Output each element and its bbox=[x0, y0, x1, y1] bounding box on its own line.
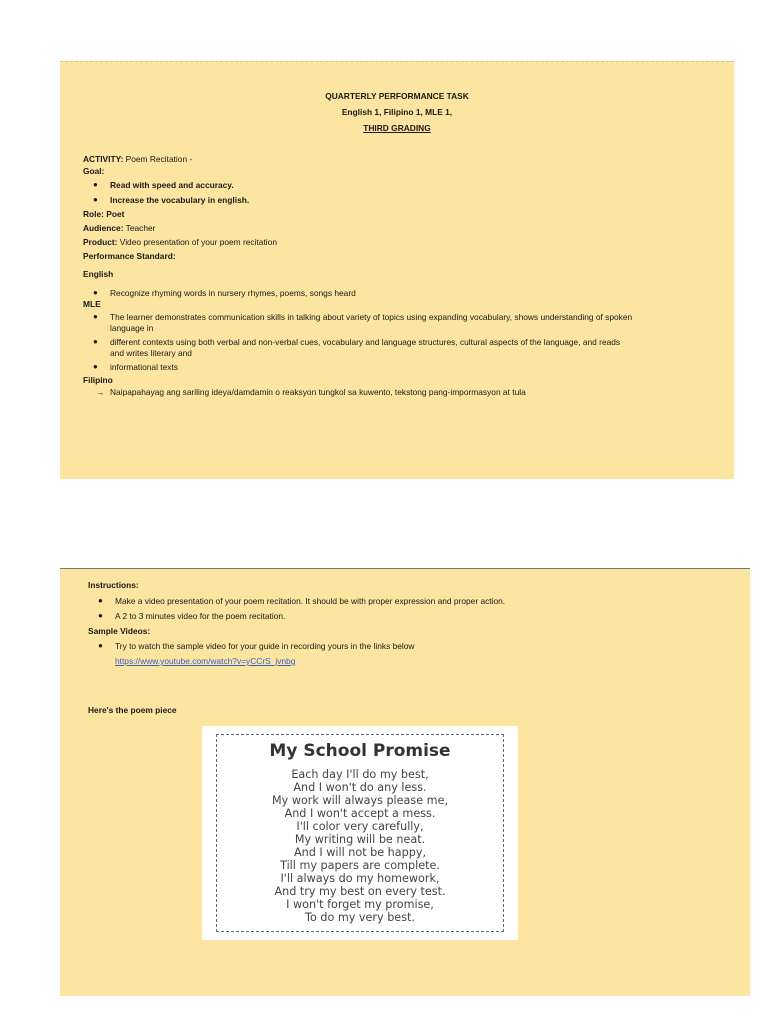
activity-value: Poem Recitation - bbox=[123, 154, 193, 164]
bullet-icon: ● bbox=[98, 611, 103, 620]
english-item-1: Recognize rhyming words in nursery rhymes, poems, songs heard bbox=[110, 288, 356, 298]
filipino-label: Filipino bbox=[83, 375, 113, 385]
subjects-line: English 1, Filipino 1, MLE 1, bbox=[341, 107, 453, 117]
poem-line: And I won't accept a mess. bbox=[284, 807, 436, 820]
poem-intro: Here's the poem piece bbox=[88, 705, 177, 715]
task-title: QUARTERLY PERFORMANCE TASK bbox=[325, 91, 469, 101]
product-line bbox=[83, 237, 277, 248]
english-label: English bbox=[83, 269, 114, 279]
bullet-icon: ● bbox=[98, 641, 103, 650]
mle-item-1-line-1: The learner demonstrates communication skills in talking about variety of topics using expanding vocabulary, shows understanding of spoken bbox=[110, 312, 633, 322]
bullet-icon: ● bbox=[93, 195, 98, 204]
mle-item-2-line-1: different contexts using both verbal and non-verbal cues, vocabulary and language structures, cultural aspects of the language, and reads bbox=[110, 337, 621, 347]
poem-title: My School Promise bbox=[269, 741, 451, 761]
mle-item-2-line-2: and writes literary and bbox=[110, 348, 192, 358]
mle-item-1-line-2: language in bbox=[110, 323, 154, 333]
audience-line bbox=[83, 223, 155, 234]
document-page-2 bbox=[60, 568, 750, 996]
poem-line: To do my very best. bbox=[305, 911, 415, 924]
bullet-icon: ● bbox=[93, 362, 98, 371]
poem-line: And I will not be happy, bbox=[293, 846, 427, 859]
product-value: Video presentation of your poem recitation bbox=[117, 237, 277, 247]
performance-standard-label: Performance Standard: bbox=[83, 251, 176, 261]
poem-line: And try my best on every test. bbox=[274, 885, 446, 898]
poem-line: I won't forget my promise, bbox=[286, 898, 434, 911]
mle-item-3: informational texts bbox=[110, 362, 178, 372]
instruction-item-2: A 2 to 3 minutes video for the poem recitation. bbox=[115, 611, 286, 621]
audience-label: Audience: bbox=[83, 223, 124, 233]
role-line: Role: Poet bbox=[83, 209, 125, 219]
poem-body bbox=[217, 768, 503, 924]
instruction-item-1: Make a video presentation of your poem recitation. It should be with proper expression and proper action. bbox=[115, 596, 506, 606]
product-label: Product: bbox=[83, 237, 118, 247]
poem-image bbox=[202, 726, 518, 940]
arrow-right-icon: → bbox=[96, 387, 105, 397]
mle-label: MLE bbox=[83, 299, 101, 309]
poem-line: My writing will be neat. bbox=[294, 833, 426, 846]
document-page-1 bbox=[60, 61, 734, 479]
bullet-icon: ● bbox=[93, 180, 98, 189]
bullet-icon: ● bbox=[98, 596, 103, 605]
poem-line: My work will always please me, bbox=[271, 794, 449, 807]
bullet-icon: ● bbox=[93, 312, 98, 321]
poem-line: Each day I'll do my best, bbox=[291, 768, 429, 781]
activity-label: ACTIVITY: bbox=[83, 154, 124, 164]
bullet-icon: ● bbox=[93, 337, 98, 346]
poem-line: I'll always do my homework, bbox=[280, 872, 440, 885]
poem-line: I'll color very carefully, bbox=[296, 820, 424, 833]
sample-video-link[interactable]: https://www.youtube.com/watch?v=yCCrS_jvnbg bbox=[115, 656, 296, 666]
sample-video-item: Try to watch the sample video for your guide in recording yours in the links below bbox=[115, 641, 415, 651]
poem-border bbox=[216, 734, 504, 932]
poem-line: And I won't do any less. bbox=[293, 781, 427, 794]
activity-line bbox=[83, 154, 192, 165]
instructions-label: Instructions: bbox=[88, 580, 139, 590]
grading-line: THIRD GRADING bbox=[363, 123, 431, 133]
bullet-icon: ● bbox=[93, 288, 98, 297]
audience-value: Teacher bbox=[123, 223, 156, 233]
filipino-item-1: Naipapahayag ang sariling ideya/damdamin o reaksyon tungkol sa kuwento, tekstong pang-impormasyon at tula bbox=[110, 387, 526, 397]
goal-item-1: Read with speed and accuracy. bbox=[110, 180, 234, 190]
sample-videos-label: Sample Videos: bbox=[88, 626, 151, 636]
poem-line: Till my papers are complete. bbox=[280, 859, 440, 872]
goal-item-2: Increase the vocabulary in english. bbox=[110, 195, 250, 205]
goal-label: Goal: bbox=[83, 166, 105, 176]
